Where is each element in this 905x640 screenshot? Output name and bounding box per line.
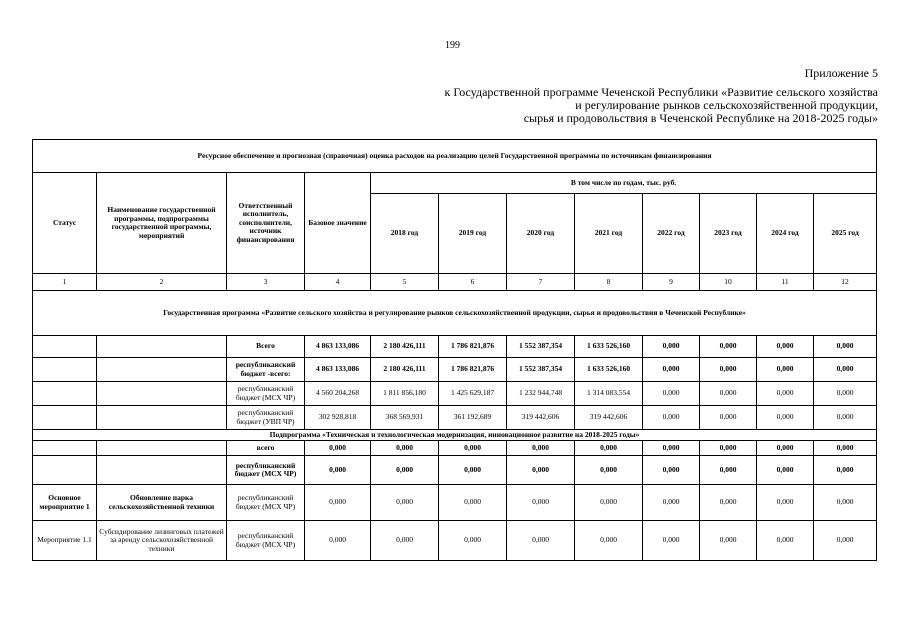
value-cell: 0,000 bbox=[575, 441, 643, 456]
column-number: 4 bbox=[305, 274, 371, 291]
value-cell: 0,000 bbox=[814, 521, 877, 561]
value-cell: 0,000 bbox=[757, 456, 814, 485]
value-cell: 0,000 bbox=[757, 485, 814, 521]
value-cell: 1 786 821,876 bbox=[439, 336, 507, 358]
header-year: 2024 год bbox=[757, 194, 814, 274]
value-cell: 0,000 bbox=[439, 485, 507, 521]
value-cell: 0,000 bbox=[439, 521, 507, 561]
table-row bbox=[33, 336, 877, 358]
value-cell: 0,000 bbox=[757, 406, 814, 430]
value-cell: 302 928,818 bbox=[305, 406, 371, 430]
table-row bbox=[33, 441, 877, 456]
column-number: 7 bbox=[507, 274, 575, 291]
name-cell: Субсидирование лизинговых платежей за аренду сельскохозяйственной техники bbox=[97, 521, 227, 561]
value-cell: 0,000 bbox=[371, 456, 439, 485]
name-cell bbox=[97, 358, 227, 382]
table-row bbox=[33, 485, 877, 521]
value-cell: 0,000 bbox=[507, 441, 575, 456]
value-cell: 0,000 bbox=[643, 441, 700, 456]
value-cell: 0,000 bbox=[814, 406, 877, 430]
value-cell: 0,000 bbox=[814, 456, 877, 485]
source-cell: республиканский бюджет (МСХ ЧР) bbox=[227, 521, 305, 561]
source-cell: всего bbox=[227, 441, 305, 456]
appendix-subtitle bbox=[318, 86, 878, 125]
value-cell: 0,000 bbox=[757, 441, 814, 456]
source-cell: республиканский бюджет -всего: bbox=[227, 358, 305, 382]
value-cell: 0,000 bbox=[305, 456, 371, 485]
value-cell: 0,000 bbox=[700, 456, 757, 485]
table-row bbox=[33, 382, 877, 406]
status-cell bbox=[33, 406, 97, 430]
header-executor: Ответственный исполнитель, соисполнители, источник финансирования bbox=[227, 173, 305, 274]
value-cell: 368 569,931 bbox=[371, 406, 439, 430]
value-cell: 0,000 bbox=[439, 441, 507, 456]
header-year: 2019 год bbox=[439, 194, 507, 274]
value-cell: 1 633 526,160 bbox=[575, 358, 643, 382]
resource-table bbox=[32, 139, 877, 561]
value-cell: 0,000 bbox=[507, 521, 575, 561]
value-cell: 0,000 bbox=[814, 441, 877, 456]
value-cell: 0,000 bbox=[700, 382, 757, 406]
header-status: Статус bbox=[33, 173, 97, 274]
value-cell: 0,000 bbox=[814, 336, 877, 358]
value-cell: 0,000 bbox=[575, 485, 643, 521]
status-cell bbox=[33, 441, 97, 456]
value-cell: 0,000 bbox=[700, 485, 757, 521]
value-cell: 1 232 944,748 bbox=[507, 382, 575, 406]
value-cell: 1 633 526,160 bbox=[575, 336, 643, 358]
subprogram-title: Подпрограмма «Техническая и технологическая модернизация, инновационное развитие на 2018-2025 годы» bbox=[33, 430, 877, 441]
name-cell bbox=[97, 456, 227, 485]
program-title: Государственная программа «Развитие сельского хозяйства и регулирование рынков сельскохозяйственной продукции, сырья и продовольствия в Чеченской Республике» bbox=[33, 291, 877, 336]
name-cell: Обновление парка сельскохозяйственной техники bbox=[97, 485, 227, 521]
value-cell: 319 442,606 bbox=[507, 406, 575, 430]
subtitle-line: и регулирование рынков сельскохозяйственной продукции, bbox=[575, 98, 878, 112]
source-cell: Всего bbox=[227, 336, 305, 358]
value-cell: 0,000 bbox=[643, 382, 700, 406]
value-cell: 1 314 083,554 bbox=[575, 382, 643, 406]
table-row bbox=[33, 521, 877, 561]
value-cell: 0,000 bbox=[643, 336, 700, 358]
value-cell: 1 552 387,354 bbox=[507, 336, 575, 358]
value-cell: 0,000 bbox=[643, 358, 700, 382]
value-cell: 0,000 bbox=[371, 521, 439, 561]
column-number: 12 bbox=[814, 274, 877, 291]
value-cell: 1 425 629,187 bbox=[439, 382, 507, 406]
status-cell: Мероприятие 1.1 bbox=[33, 521, 97, 561]
value-cell: 0,000 bbox=[305, 485, 371, 521]
page-number: 199 bbox=[445, 40, 460, 51]
column-number: 8 bbox=[575, 274, 643, 291]
table-row bbox=[33, 358, 877, 382]
value-cell: 0,000 bbox=[305, 441, 371, 456]
source-cell: республиканский бюджет (МСХ ЧР) bbox=[227, 382, 305, 406]
value-cell: 0,000 bbox=[305, 521, 371, 561]
value-cell: 0,000 bbox=[814, 485, 877, 521]
value-cell: 4 863 133,086 bbox=[305, 358, 371, 382]
table-title: Ресурсное обеспечение и прогнозная (справочная) оценка расходов на реализацию целей Государственной программы по источникам финансирования bbox=[33, 140, 877, 173]
value-cell: 0,000 bbox=[643, 456, 700, 485]
status-cell bbox=[33, 358, 97, 382]
name-cell bbox=[97, 406, 227, 430]
value-cell: 0,000 bbox=[757, 358, 814, 382]
header-year: 2020 год bbox=[507, 194, 575, 274]
value-cell: 0,000 bbox=[643, 485, 700, 521]
value-cell: 0,000 bbox=[814, 382, 877, 406]
value-cell: 2 180 426,111 bbox=[371, 336, 439, 358]
column-number: 1 bbox=[33, 274, 97, 291]
name-cell bbox=[97, 441, 227, 456]
value-cell: 0,000 bbox=[371, 485, 439, 521]
subtitle-line: к Государственной программе Чеченской Республики «Развитие сельского хозяйства bbox=[444, 85, 878, 99]
source-cell: республиканский бюджет (УВП ЧР) bbox=[227, 406, 305, 430]
value-cell: 0,000 bbox=[757, 521, 814, 561]
value-cell: 319 442,606 bbox=[575, 406, 643, 430]
header-year: 2025 год bbox=[814, 194, 877, 274]
value-cell: 0,000 bbox=[700, 336, 757, 358]
table-row bbox=[33, 406, 877, 430]
value-cell: 1 811 856,180 bbox=[371, 382, 439, 406]
value-cell: 0,000 bbox=[439, 456, 507, 485]
value-cell: 4 560 204,268 bbox=[305, 382, 371, 406]
value-cell: 0,000 bbox=[700, 441, 757, 456]
status-cell: Основное мероприятие 1 bbox=[33, 485, 97, 521]
value-cell: 361 192,689 bbox=[439, 406, 507, 430]
value-cell: 0,000 bbox=[700, 406, 757, 430]
value-cell: 0,000 bbox=[371, 441, 439, 456]
value-cell: 0,000 bbox=[643, 406, 700, 430]
column-number: 3 bbox=[227, 274, 305, 291]
column-number-row bbox=[33, 274, 877, 291]
name-cell bbox=[97, 382, 227, 406]
value-cell: 0,000 bbox=[757, 382, 814, 406]
header-year: 2018 год bbox=[371, 194, 439, 274]
column-number: 9 bbox=[643, 274, 700, 291]
column-number: 11 bbox=[757, 274, 814, 291]
header-years-group: В том числе по годам, тыс. руб. bbox=[371, 173, 877, 194]
column-number: 5 bbox=[371, 274, 439, 291]
header-year: 2021 год bbox=[575, 194, 643, 274]
status-cell bbox=[33, 456, 97, 485]
header-year: 2022 год bbox=[643, 194, 700, 274]
status-cell bbox=[33, 336, 97, 358]
value-cell: 1 786 821,876 bbox=[439, 358, 507, 382]
value-cell: 0,000 bbox=[700, 358, 757, 382]
value-cell: 1 552 387,354 bbox=[507, 358, 575, 382]
column-number: 10 bbox=[700, 274, 757, 291]
value-cell: 0,000 bbox=[507, 485, 575, 521]
status-cell bbox=[33, 382, 97, 406]
header-year: 2023 год bbox=[700, 194, 757, 274]
appendix-label: Приложение 5 bbox=[804, 66, 878, 80]
column-number: 6 bbox=[439, 274, 507, 291]
table-row bbox=[33, 456, 877, 485]
subtitle-line: сырья и продовольствия в Чеченской Республике на 2018-2025 годы» bbox=[523, 111, 878, 125]
value-cell: 0,000 bbox=[700, 521, 757, 561]
value-cell: 0,000 bbox=[575, 521, 643, 561]
value-cell: 0,000 bbox=[507, 456, 575, 485]
source-cell: республиканский бюджет (МСХ ЧР) bbox=[227, 456, 305, 485]
value-cell: 0,000 bbox=[643, 521, 700, 561]
header-name: Наименование государственной программы, подпрограммы государственной программы, мероприятий bbox=[97, 173, 227, 274]
source-cell: республиканский бюджет (МСХ ЧР) bbox=[227, 485, 305, 521]
value-cell: 0,000 bbox=[814, 358, 877, 382]
value-cell: 4 863 133,086 bbox=[305, 336, 371, 358]
name-cell bbox=[97, 336, 227, 358]
header-base: Базовое значение bbox=[305, 173, 371, 274]
value-cell: 0,000 bbox=[757, 336, 814, 358]
column-number: 2 bbox=[97, 274, 227, 291]
value-cell: 2 180 426,111 bbox=[371, 358, 439, 382]
value-cell: 0,000 bbox=[575, 456, 643, 485]
